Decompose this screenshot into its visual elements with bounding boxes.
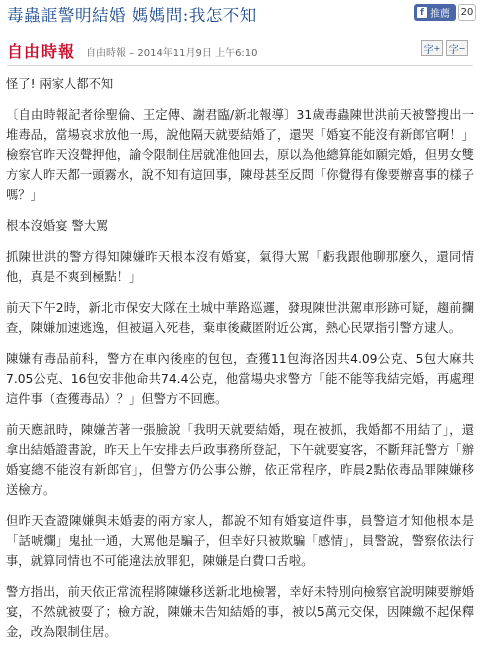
article-paragraph: 根本沒婚宴 警大罵 <box>6 219 109 233</box>
font-size-controls <box>421 40 468 56</box>
like-count: 20 <box>458 4 476 21</box>
minus-icon: − <box>458 43 466 53</box>
plus-icon: + <box>433 43 441 53</box>
font-smaller-button[interactable]: 字 − <box>446 40 468 56</box>
header-divider <box>7 65 473 66</box>
facebook-icon: f <box>417 7 427 18</box>
article-headline: 毒蟲誆警明結婚 媽媽問:我怎不知 <box>7 6 257 25</box>
like-label: 推薦 <box>430 9 450 20</box>
facebook-like-button[interactable] <box>414 4 456 21</box>
article-paragraph: 抓陳世洪的警方得知陳嫌昨天根本沒有婚宴，氣得大罵「虧我跟他聊那麼久，還同情他，真是不爽到極點！」 <box>6 250 474 284</box>
article-paragraph: 陳嫌有毒品前科，警方在車內後座的包包，查獲11包海洛因共4.09公克、5包大麻共7.05公克、16包安非他命共74.4公克，他當場央求警方「能不能等我結完婚，再處理這件事（查獲毒品）？」但警方不回應。 <box>6 352 474 406</box>
article-paragraph: 〔自由時報記者徐聖倫、王定傳、謝君臨/新北報導〕31歲毒蟲陳世洪前天被警搜出一堆毒品，當場哀求放他一馬，說他隔天就要結婚了，還哭「婚宴不能沒有新郎官啊！」檢察官昨天沒聲押他，諭令限制住居就准他回去，原以為他總算能如願完婚，但男女雙方家人昨天都一頭霧水，說不知有這回事，陳母甚至反問「你覺得有像要辦喜事的樣子嗎？」 <box>6 108 474 202</box>
article-paragraph: 但昨天查證陳嫌與未婚妻的兩方家人，都說不知有婚宴這件事，員警這才知他根本是「話唬爛」鬼扯一通，大罵他是騙子，但幸好只被欺騙「感情」，員警說，警察依法行事，就算同情也不可能違法放罪犯，陳嫌是白費口舌啦。 <box>6 514 474 568</box>
article-paragraph: 前天下午2時，新北市保安大隊在土城中華路巡邏，發現陳世洪駕車形跡可疑，趨前攔查，陳嫌加速逃逸，但被逼入死巷，棄車後藏匿附近公寓，熱心民眾指引警方逮人。 <box>6 301 474 335</box>
publisher-logo[interactable]: 自由時報 <box>7 42 76 61</box>
article-body <box>6 74 474 653</box>
article-paragraph: 怪了! 兩家人都不知 <box>6 77 114 91</box>
article-paragraph: 警方指出，前天依正常流程將陳嫌移送新北地檢署，幸好未特別向檢察官說明陳要辦婚宴，不然就被耍了；檢方說，陳嫌未告知結婚的事，被以5萬元交保，因陳繳不起保釋金，改為限制住居。 <box>6 585 474 639</box>
article-meta: 自由時報 – 2014年11月9日 上午6:10 <box>86 48 258 59</box>
font-larger-button[interactable]: 字 + <box>421 40 443 56</box>
article-paragraph: 前天應訊時，陳嫌苦著一張臉說「我明天就要結婚，現在被抓，我婚都不用結了」，還拿出結婚證書說，昨天上午安排去戶政事務所登記，下午就要宴客，不斷拜託警方「辦婚宴總不能沒有新郎官」，但警方仍公事公辦，依正常程序，昨晨2點依毒品罪陳嫌移送檢方。 <box>6 423 474 497</box>
